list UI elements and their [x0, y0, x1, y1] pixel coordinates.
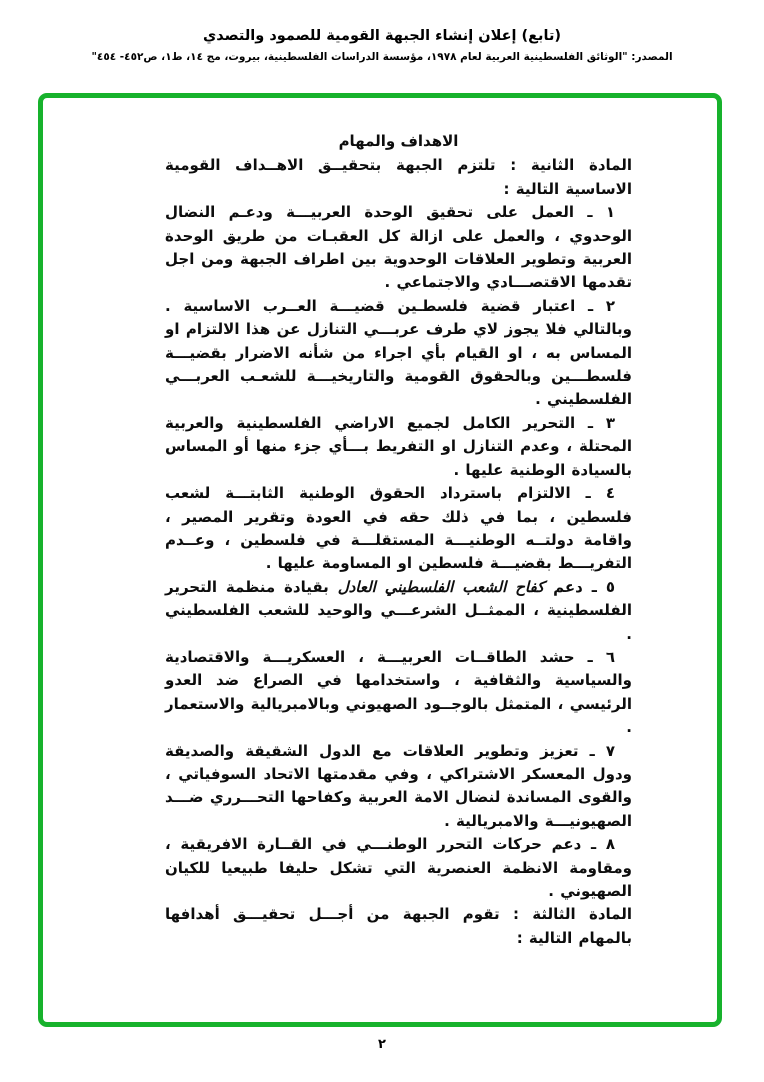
text-run: المادة الثالثة : تقوم الجبهة من أجـــل تحقيـــق أهدافها بالمهام التالية : — [165, 905, 632, 947]
article-paragraph — [165, 903, 632, 950]
text-run: ٤ ـ الالتزام باسترداد الحقوق الوطنية الثابتـــة لشعب فلسطين ، بما في ذلك حقه في العودة وتقرير المصير ، واقامة دولتــه الوطنيـــة المستقلـــة في فلسطين ، وعــدم التفريـــط بقضيـــة فلسطين او المساومة عليها . — [165, 484, 632, 573]
list-item — [165, 201, 632, 295]
list-item — [165, 576, 632, 646]
document-frame-border — [38, 93, 722, 1027]
text-run: ٣ ـ التحرير الكامل لجميع الاراضي الفلسطينية والعربية المحتلة ، وعدم التنازل او التفريط بـــأي جزء منها أو المساس بالسيادة الوطنية عليها . — [165, 413, 632, 479]
list-item — [165, 740, 632, 834]
list-item — [165, 646, 632, 740]
document-body — [165, 130, 632, 950]
document-source-line: المصدر: "الوثائق الفلسطينية العربية لعام ١٩٧٨، مؤسسة الدراسات الفلسطينية، بيروت، مج ١٤، ط١، ص٤٥٢- ٤٥٤" — [91, 51, 673, 63]
list-item — [165, 412, 632, 482]
text-run: ٦ ـ حشد الطاقــات العربيـــة ، العسكريـــة والاقتصادية والسياسية والثقافية ، واستخدامها في الصراع ضد العدو الرئيسي ، المتمثل بالوجــود الصهيوني وبالامبريالية والاستعمار . — [165, 647, 632, 737]
list-item — [165, 482, 632, 576]
text-run: ٨ ـ دعم حركات التحرر الوطنـــي في القــارة الافريقية ، ومقاومة الانظمة العنصرية التي تشكل حليفا طبيعيا للكيان الصهيوني . — [165, 835, 632, 900]
text-run: ٧ ـ تعزيز وتطوير العلاقات مع الدول الشقيقة والصديقة ودول المعسكر الاشتراكي ، وفي مقدمتها الاتحاد السوفياتي ، والقوى المساندة لنضال الامة العربية وكفاحها التحـــرري ضـــد الصهيونيـــة والامبريالية . — [165, 741, 632, 830]
page-number: ٢ — [378, 1037, 386, 1052]
text-run: ٢ ـ اعتبار قضية فلسطـين قضيـــة العــرب الاساسية . وبالتالي فلا يجوز لاي طرف عربـــي التنازل عن هذا الالتزام او المساس به ، او القيام بأي اجراء من شأنه الاضرار بقضيـــة فلسطـــين وبالحقوق القومية والتاريخيـــة للشعـب العربـــي الفلسطيني . — [165, 296, 632, 409]
text-run: المادة الثانية : تلتزم الجبهة بتحقيــق الاهــداف القومية الاساسية التالية : — [165, 156, 632, 198]
list-item — [165, 833, 632, 903]
text-run: ٥ ـ دعم — [544, 577, 615, 596]
page-header — [0, 28, 764, 63]
paragraph-list — [165, 154, 632, 950]
list-item — [165, 295, 632, 412]
text-run: بقيادة منظمة التحرير الفلسطينية ، الممثــل الشرعـــي والوحيد للشعب الفلسطيني . — [165, 577, 632, 643]
document-title: (تابع) إعلان إنشاء الجبهة القومية للصمود والتصدي — [202, 28, 562, 44]
article-paragraph — [165, 154, 632, 201]
text-run: كفاح الشعب الفلسطيني العادل — [337, 577, 545, 596]
section-title: الاهداف والمهام — [338, 132, 459, 150]
text-run: ١ ـ العمل على تحقيق الوحدة العربيـــة ودعـم النضال الوحدوي ، والعمل على ازالة كل العقبـات من طريق الوحدة العربية وتطوير العلاقات الوحدوية بين اطراف الجبهة ومن اجل تقدمها الاقتصـــادي والاجتماعي . — [165, 203, 632, 292]
